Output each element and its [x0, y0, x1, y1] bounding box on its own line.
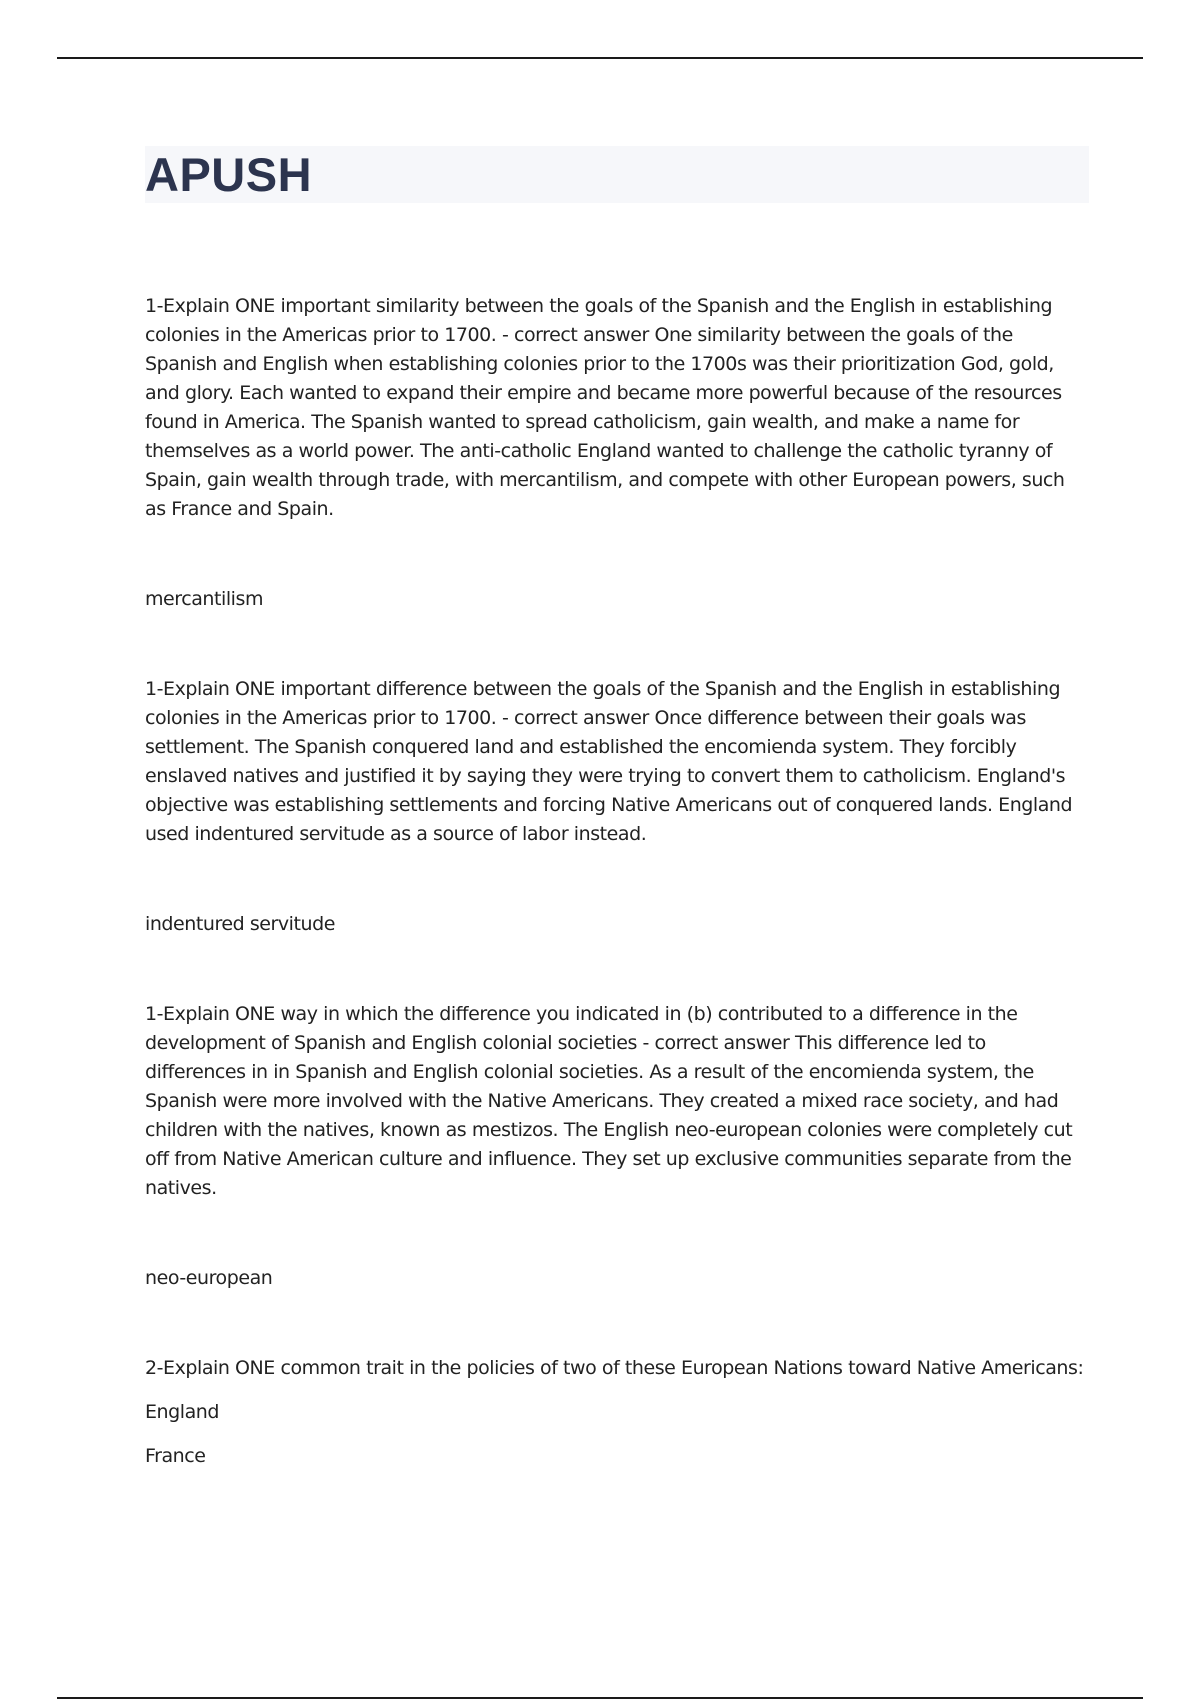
- option-england: England: [145, 1401, 219, 1423]
- term-3: neo-european: [145, 1267, 273, 1289]
- question-4: 2-Explain ONE common trait in the policies of two of these European Nations toward Native Americans:: [145, 1357, 1084, 1379]
- title-banner: [145, 146, 1089, 203]
- document-body: [145, 146, 1089, 1471]
- term-1: mercantilism: [145, 588, 264, 610]
- footer-rule: [57, 1697, 1143, 1699]
- option-france: France: [145, 1445, 206, 1467]
- page-title: APUSH: [145, 148, 313, 201]
- term-2: indentured servitude: [145, 913, 335, 935]
- header-rule: [57, 57, 1143, 59]
- question-answer-2: 1-Explain ONE important difference between the goals of the Spanish and the English in establishing colonies in the Americas prior to 1700. - correct answer Once difference between their goals was settlement. The Spanish conquered land and established the encomienda system. They forcibly enslaved natives and justified it by saying they were trying to convert them to catholicism. England's objective was establishing settlements and forcing Native Americans out of conquered lands. England used indentured servitude as a source of labor instead.: [145, 678, 1073, 845]
- question-answer-1: 1-Explain ONE important similarity between the goals of the Spanish and the English in establishing colonies in the Americas prior to 1700. - correct answer One similarity between the goals of the Spanish and English when establishing colonies prior to the 1700s was their prioritization God, gold, and glory. Each wanted to expand their empire and became more powerful because of the resources found in America. The Spanish wanted to spread catholicism, gain wealth, and make a name for themselves as a world power. The anti-catholic England wanted to challenge the catholic tyranny of Spain, gain wealth through trade, with mercantilism, and compete with other European powers, such as France and Spain.: [145, 295, 1065, 520]
- question-answer-3: 1-Explain ONE way in which the difference you indicated in (b) contributed to a difference in the development of Spanish and English colonial societies - correct answer This difference led to differences in in Spanish and English colonial societies. As a result of the encomienda system, the Spanish were more involved with the Native Americans. They created a mixed race society, and had children with the natives, known as mestizos. The English neo-european colonies were completely cut off from Native American culture and influence. They set up exclusive communities separate from the natives.: [145, 1003, 1073, 1199]
